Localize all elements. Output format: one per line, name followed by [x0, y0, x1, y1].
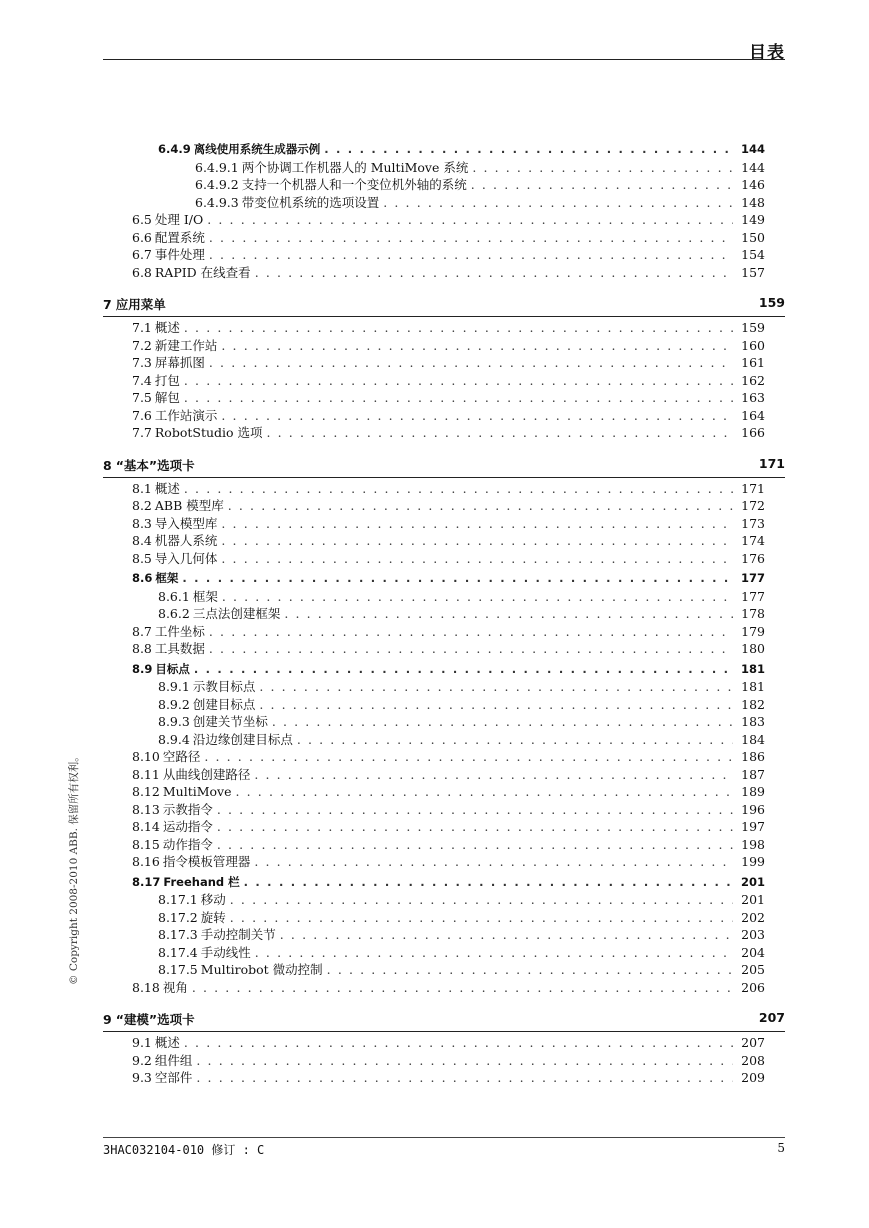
footer-page-number: 5: [777, 1141, 785, 1155]
toc-entry-title: 沿边缘创建目标点: [192, 731, 293, 747]
toc-entry-number: 8.11: [132, 766, 160, 782]
toc-entry-title: 组件组: [154, 1052, 193, 1068]
dot-leader: [236, 783, 734, 800]
toc-entry-number: 6.7: [132, 247, 152, 262]
toc-entry[interactable]: [158, 961, 765, 978]
toc-entry-number: 7.5: [132, 390, 152, 405]
toc-entry-title: 移动: [200, 892, 226, 907]
toc-entry-number: 8.17: [132, 874, 161, 889]
toc-entry[interactable]: [132, 389, 765, 406]
toc-entry[interactable]: [132, 372, 765, 389]
toc-entry-page: 173: [741, 515, 765, 531]
toc-entry[interactable]: [132, 853, 765, 870]
toc-entry[interactable]: [132, 836, 765, 853]
toc-entry[interactable]: [132, 515, 765, 532]
toc-entry[interactable]: [132, 497, 765, 514]
toc-entry[interactable]: [132, 748, 765, 765]
toc-entry-number: 8.6.1: [158, 588, 190, 604]
toc-entry-number: 8.9.3: [158, 714, 190, 729]
toc-entry-page: 201: [740, 874, 765, 889]
toc-entry-title: 概述: [154, 320, 180, 335]
toc-entry-number: 8.1: [132, 480, 152, 496]
chapter-number: 9: [103, 1012, 112, 1027]
toc-entry[interactable]: [158, 731, 765, 748]
toc-entry-number: 6.4.9.2: [195, 177, 239, 192]
toc-entry-number: 8.6: [132, 571, 153, 585]
toc-entry-page: 196: [741, 801, 765, 817]
dot-leader: [230, 891, 733, 908]
toc-entry-title: 概述: [154, 480, 180, 496]
toc-entry-page: 178: [741, 606, 765, 621]
toc-entry-page: 150: [741, 229, 765, 245]
toc-entry-page: 177: [740, 571, 765, 585]
toc-entry-title: 指令模板管理器: [162, 854, 251, 869]
toc-entry-title: 处理 I/O: [154, 212, 204, 227]
toc-entry-number: 7.3: [132, 355, 152, 370]
toc-entry[interactable]: [132, 354, 765, 371]
toc-entry-title: RAPID 在线查看: [154, 264, 251, 280]
dot-leader: [254, 853, 733, 870]
toc-entry-page: 207: [741, 1035, 765, 1050]
toc-entry-title: 工件坐标: [154, 623, 205, 639]
toc-entry[interactable]: [158, 891, 765, 908]
chapter-heading[interactable]: [103, 295, 785, 317]
chapter-label: 应用菜单: [115, 297, 166, 312]
dot-leader: [209, 246, 733, 263]
toc-entry[interactable]: [158, 678, 765, 695]
toc-entry[interactable]: [132, 319, 765, 336]
toc-entry[interactable]: [132, 424, 765, 441]
toc-entry-number: 8.17.5: [158, 962, 198, 977]
toc-entry-number: 9.2: [132, 1052, 152, 1068]
toc-entry-page: 201: [741, 892, 765, 907]
toc-entry-page: 205: [741, 962, 765, 977]
toc-entry-title: 示教指令: [162, 801, 213, 817]
dot-leader: [327, 961, 733, 978]
dot-leader: [196, 1069, 733, 1086]
dot-leader: [221, 532, 733, 549]
toc-entry-page: 171: [741, 480, 765, 496]
toc-entry[interactable]: [132, 818, 765, 835]
toc-entry[interactable]: [132, 801, 765, 818]
toc-entry-number: 8.3: [132, 515, 152, 531]
toc-entry-title: 屏幕抓图: [154, 355, 205, 370]
page-header-title: 目表: [749, 43, 785, 63]
dot-leader: [472, 159, 733, 176]
toc-entry-title: 工具数据: [154, 641, 205, 656]
dot-leader: [194, 661, 733, 678]
toc-entry-number: 8.17.1: [158, 892, 198, 907]
dot-leader: [207, 211, 733, 228]
chapter-title: [103, 1010, 195, 1028]
toc-entry-number: 6.4.9.3: [195, 194, 239, 210]
toc-entry[interactable]: [158, 713, 765, 730]
toc-entry[interactable]: [195, 159, 765, 176]
toc-entry-number: 8.17.2: [158, 909, 198, 925]
toc-entry[interactable]: [132, 532, 765, 549]
dot-leader: [184, 1034, 733, 1051]
toc-entry-title: 支持一个机器人和一个变位机外轴的系统: [241, 177, 467, 192]
toc-entry-title: 手动控制关节: [200, 927, 276, 942]
toc-entry[interactable]: [132, 211, 765, 228]
toc-entry-page: 181: [741, 679, 765, 694]
dot-leader: [217, 801, 733, 818]
chapter-title: [103, 295, 166, 313]
toc-entry-title: 旋转: [200, 909, 226, 925]
toc-entry-title: 打包: [154, 372, 180, 388]
toc-entry-page: 160: [741, 337, 765, 353]
toc-entry-number: 8.9.4: [158, 731, 190, 747]
toc-entry[interactable]: [158, 605, 765, 622]
toc-entry-title: 从曲线创建路径: [162, 766, 251, 782]
toc-entry-number: 8.12: [132, 784, 160, 799]
dot-leader: [184, 319, 733, 336]
toc-entry-number: 9.3: [132, 1070, 152, 1085]
dot-leader: [471, 176, 733, 193]
toc-entry-number: 7.6: [132, 407, 152, 423]
chapter-number: 7: [103, 297, 112, 312]
toc-entry-page: 180: [741, 641, 765, 656]
toc-entry-number: 8.18: [132, 979, 160, 995]
toc-entry-number: 8.4: [132, 533, 152, 548]
toc-entry-title: ABB 模型库: [154, 498, 224, 513]
toc-entry-title: 空部件: [154, 1070, 193, 1085]
toc-entry-page: 208: [741, 1052, 765, 1068]
toc-entry-title: 空路径: [162, 749, 201, 764]
toc-entry-page: 163: [741, 390, 765, 405]
dot-leader: [280, 926, 733, 943]
toc-entry[interactable]: [132, 783, 765, 800]
chapter-label: “建模”选项卡: [115, 1012, 195, 1027]
toc-entry-title: 导入模型库: [154, 515, 218, 531]
toc-entry[interactable]: [158, 141, 765, 158]
toc-entry-title: 框架: [155, 571, 179, 585]
dot-leader: [383, 194, 733, 211]
toc-entry-page: 204: [741, 944, 765, 960]
toc-entry-page: 206: [741, 979, 765, 995]
dot-leader: [244, 874, 733, 891]
chapter-number: 8: [103, 457, 112, 473]
toc-entry-page: 154: [741, 247, 765, 262]
dot-leader: [192, 979, 733, 996]
chapter-heading[interactable]: [103, 456, 785, 478]
toc-entry-number: 8.8: [132, 641, 152, 656]
toc-entry-page: 144: [741, 159, 765, 175]
dot-leader: [324, 141, 733, 158]
dot-leader: [204, 748, 733, 765]
toc-entry-page: 184: [741, 731, 765, 747]
toc-entry-title: 新建工作站: [154, 337, 218, 353]
toc-entry-page: 203: [741, 927, 765, 942]
toc-entry-title: 创建关节坐标: [192, 714, 268, 729]
toc-entry-title: 视角: [162, 979, 188, 995]
dot-leader: [221, 407, 733, 424]
toc-entry-title: 解包: [154, 390, 180, 405]
dot-leader: [221, 337, 733, 354]
toc-entry-page: 181: [740, 661, 765, 676]
dot-leader: [272, 713, 733, 730]
toc-entry-page: 148: [741, 194, 765, 210]
toc-entry-title: 动作指令: [162, 836, 213, 852]
header-rule: [103, 59, 785, 60]
toc-entry-number: 8.10: [132, 749, 160, 764]
toc-entry-number: 6.8: [132, 264, 152, 280]
toc-entry-number: 7.7: [132, 425, 152, 440]
toc-entry-page: 183: [741, 714, 765, 729]
dot-leader: [255, 264, 733, 281]
toc-entry-number: 7.2: [132, 337, 152, 353]
toc-entry-page: 198: [741, 836, 765, 852]
toc-entry-page: 177: [741, 588, 765, 604]
toc-entry-number: 7.1: [132, 320, 152, 335]
toc-entry-title: 三点法创建框架: [192, 606, 281, 621]
dot-leader: [259, 696, 733, 713]
toc-entry[interactable]: [132, 661, 765, 678]
dot-leader: [209, 229, 733, 246]
toc-entry[interactable]: [132, 874, 765, 891]
toc-entry-title: 离线使用系统生成器示例: [193, 142, 321, 156]
toc-entry-title: 框架: [192, 588, 218, 604]
dot-leader: [196, 1052, 733, 1069]
toc-entry[interactable]: [158, 909, 765, 926]
toc-entry-page: 176: [741, 550, 765, 566]
dot-leader: [297, 731, 733, 748]
toc-entry[interactable]: [158, 696, 765, 713]
toc-entry-title: 创建目标点: [192, 696, 256, 712]
toc-entry-title: RobotStudio 选项: [154, 425, 263, 440]
toc-entry[interactable]: [132, 640, 765, 657]
toc-entry-page: 159: [741, 320, 765, 335]
toc-entry-number: 6.4.9: [158, 142, 191, 156]
toc-entry[interactable]: [158, 588, 765, 605]
dot-leader: [221, 550, 733, 567]
toc-entry[interactable]: [132, 1034, 765, 1051]
toc-entry[interactable]: [132, 979, 765, 996]
toc-entry-number: 6.5: [132, 212, 152, 227]
toc-entry-title: 目标点: [155, 661, 190, 676]
toc-entry-page: 186: [741, 749, 765, 764]
toc-entry-page: 187: [741, 766, 765, 782]
toc-entry-number: 9.1: [132, 1035, 152, 1050]
toc-entry[interactable]: [132, 337, 765, 354]
toc-entry-page: 174: [741, 533, 765, 548]
copyright-note: © Copyright 2008-2010 ABB. 保留所有权利。: [68, 751, 80, 985]
toc-entry-number: 8.16: [132, 854, 160, 869]
toc-entry-number: 8.6.2: [158, 606, 190, 621]
toc-entry[interactable]: [132, 570, 765, 587]
dot-leader: [184, 389, 733, 406]
chapter-label: “基本”选项卡: [115, 457, 195, 473]
dot-leader: [221, 515, 733, 532]
toc-entry[interactable]: [158, 926, 765, 943]
dot-leader: [209, 640, 733, 657]
toc-entry-title: 两个协调工作机器人的 MultiMove 系统: [241, 159, 469, 175]
dot-leader: [182, 570, 733, 587]
chapter-title: [103, 456, 195, 474]
toc-entry-page: 164: [741, 407, 765, 423]
toc-entry-title: Multirobot 微动控制: [200, 962, 323, 977]
toc-entry-number: 8.14: [132, 819, 160, 834]
toc-entry-page: 197: [741, 819, 765, 834]
dot-leader: [230, 909, 733, 926]
toc-entry-number: 8.9.1: [158, 679, 190, 694]
toc-entry-title: 事件处理: [154, 247, 205, 262]
toc-entry[interactable]: [132, 246, 765, 263]
toc-entry-page: 166: [741, 425, 765, 440]
chapter-page: 159: [758, 295, 785, 310]
toc-entry-page: 182: [741, 696, 765, 712]
toc-entry-number: 8.5: [132, 550, 152, 566]
toc-entry[interactable]: [132, 623, 765, 640]
toc-entry-page: 161: [741, 355, 765, 370]
dot-leader: [267, 424, 733, 441]
toc-entry-title: Freehand 栏: [163, 874, 240, 889]
toc-entry-number: 8.7: [132, 623, 152, 639]
toc-entry[interactable]: [132, 407, 765, 424]
toc-entry-page: 202: [741, 909, 765, 925]
toc-entry[interactable]: [132, 766, 765, 783]
toc-entry-number: 6.4.9.1: [195, 159, 239, 175]
toc-entry[interactable]: [158, 944, 765, 961]
dot-leader: [184, 480, 733, 497]
toc-entry[interactable]: [132, 550, 765, 567]
chapter-heading[interactable]: [103, 1010, 785, 1032]
dot-leader: [259, 678, 733, 695]
toc-entry-page: 189: [741, 784, 765, 799]
toc-entry-page: 146: [741, 177, 765, 192]
toc-entry-number: 8.17.4: [158, 944, 198, 960]
dot-leader: [228, 497, 733, 514]
dot-leader: [222, 588, 733, 605]
dot-leader: [184, 372, 733, 389]
toc-entry-title: 运动指令: [162, 819, 213, 834]
toc-entry-title: 手动线性: [200, 944, 251, 960]
toc-entry-page: 157: [741, 264, 765, 280]
toc-entry-title: 示教目标点: [192, 679, 256, 694]
dot-leader: [217, 836, 733, 853]
chapter-page: 171: [758, 455, 785, 471]
toc-entry-page: 172: [741, 498, 765, 513]
toc-entry-number: 8.15: [132, 836, 160, 852]
toc-entry[interactable]: [132, 264, 765, 281]
dot-leader: [284, 605, 733, 622]
toc-entry-number: 8.13: [132, 801, 160, 817]
chapter-page: 207: [758, 1010, 785, 1025]
toc-entry-page: 149: [741, 212, 765, 227]
toc-entry-number: 7.4: [132, 372, 152, 388]
toc-entry-page: 144: [740, 142, 765, 156]
toc-entry[interactable]: [132, 229, 765, 246]
dot-leader: [254, 766, 733, 783]
toc-entry-title: 配置系统: [154, 229, 205, 245]
toc-entry-title: 概述: [154, 1035, 180, 1050]
toc-entry-title: 机器人系统: [154, 533, 218, 548]
footer-doc-id: 3HAC032104-010 修订 : C: [103, 1143, 265, 1157]
toc-entry[interactable]: [195, 176, 765, 193]
toc-entry[interactable]: [132, 1069, 765, 1086]
dot-leader: [209, 623, 733, 640]
toc-entry-number: 8.2: [132, 498, 152, 513]
toc-entry-title: 导入几何体: [154, 550, 218, 566]
toc-entry-number: 6.6: [132, 229, 152, 245]
dot-leader: [255, 944, 733, 961]
toc-entry[interactable]: [195, 194, 765, 211]
toc-entry[interactable]: [132, 1052, 765, 1069]
toc-entry-title: MultiMove: [162, 784, 232, 799]
toc-entry[interactable]: [132, 480, 765, 497]
toc-entry-page: 199: [741, 854, 765, 869]
toc-entry-number: 8.17.3: [158, 927, 198, 942]
toc-entry-page: 162: [741, 372, 765, 388]
toc-entry-number: 8.9.2: [158, 696, 190, 712]
dot-leader: [209, 354, 733, 371]
toc-entry-number: 8.9: [132, 661, 153, 676]
toc-entry-page: 209: [741, 1070, 765, 1085]
dot-leader: [217, 818, 733, 835]
toc-entry-title: 工作站演示: [154, 407, 218, 423]
footer-rule: [103, 1137, 785, 1138]
toc-entry-title: 带变位机系统的选项设置: [241, 194, 380, 210]
toc-entry-page: 179: [741, 623, 765, 639]
